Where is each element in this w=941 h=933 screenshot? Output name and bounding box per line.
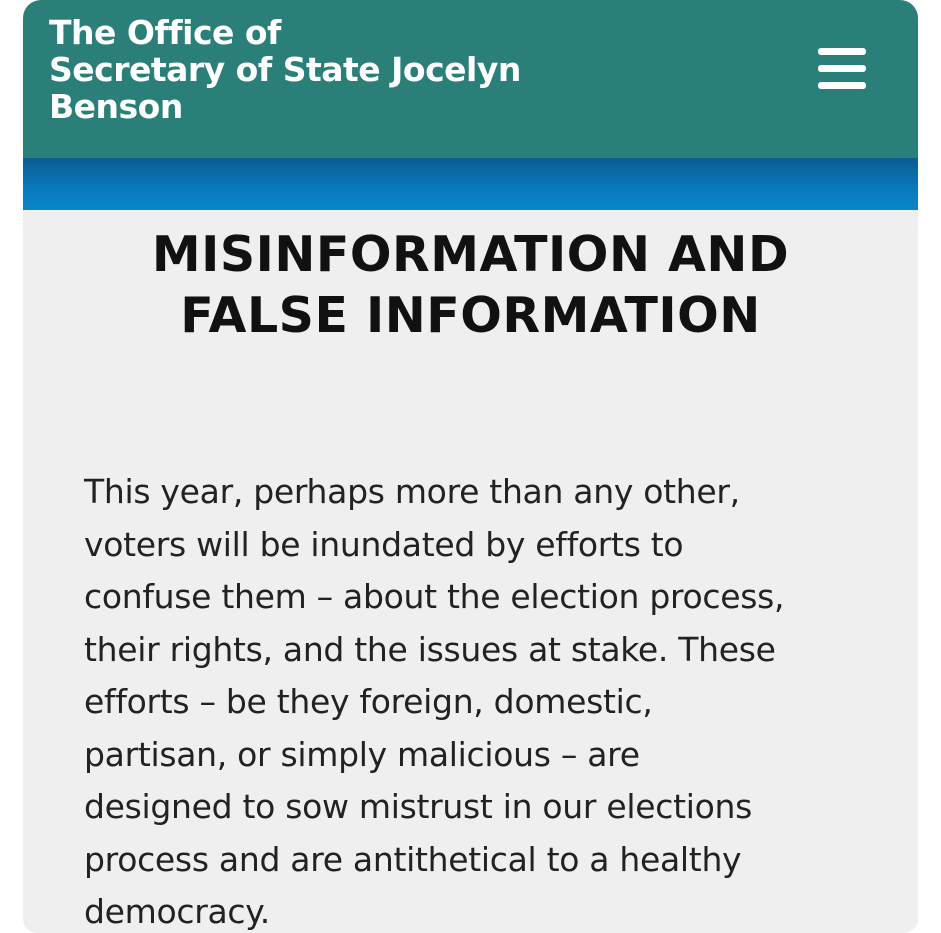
intro-line-3: confuse them – about the election process,	[84, 577, 785, 616]
intro-line-2: voters will be inundated by efforts to	[84, 524, 684, 564]
menu-bar-bottom	[818, 82, 866, 89]
header-accent-band	[23, 158, 918, 210]
intro-line-7: designed to sow mistrust in our elections	[84, 787, 753, 826]
site-title-line-1: The Office of	[49, 13, 281, 52]
intro-line-6: partisan, or simply malicious – are	[84, 734, 640, 774]
site-header	[23, 0, 918, 158]
site-title-line-2: Secretary of State Jocelyn	[49, 50, 521, 89]
intro-line-4: their rights, and the issues at stake. These	[84, 629, 776, 669]
site-title-link[interactable]	[49, 14, 609, 125]
intro-line-1: This year, perhaps more than any other,	[84, 472, 740, 511]
intro-line-8: process and are antithetical to a healthy	[84, 839, 742, 879]
menu-bar-middle	[818, 65, 866, 72]
page-title-line-2: FALSE INFORMATION	[180, 287, 761, 344]
menu-bar-top	[818, 48, 866, 55]
mobile-page	[23, 0, 918, 933]
intro-line-5: efforts – be they foreign, domestic,	[84, 682, 653, 721]
intro-paragraph	[84, 466, 884, 933]
page-title	[23, 224, 918, 346]
hamburger-menu-icon[interactable]	[812, 45, 872, 95]
site-title-line-3: Benson	[49, 87, 183, 126]
intro-line-9: democracy.	[84, 892, 270, 931]
page-title-line-1: MISINFORMATION AND	[151, 226, 790, 283]
